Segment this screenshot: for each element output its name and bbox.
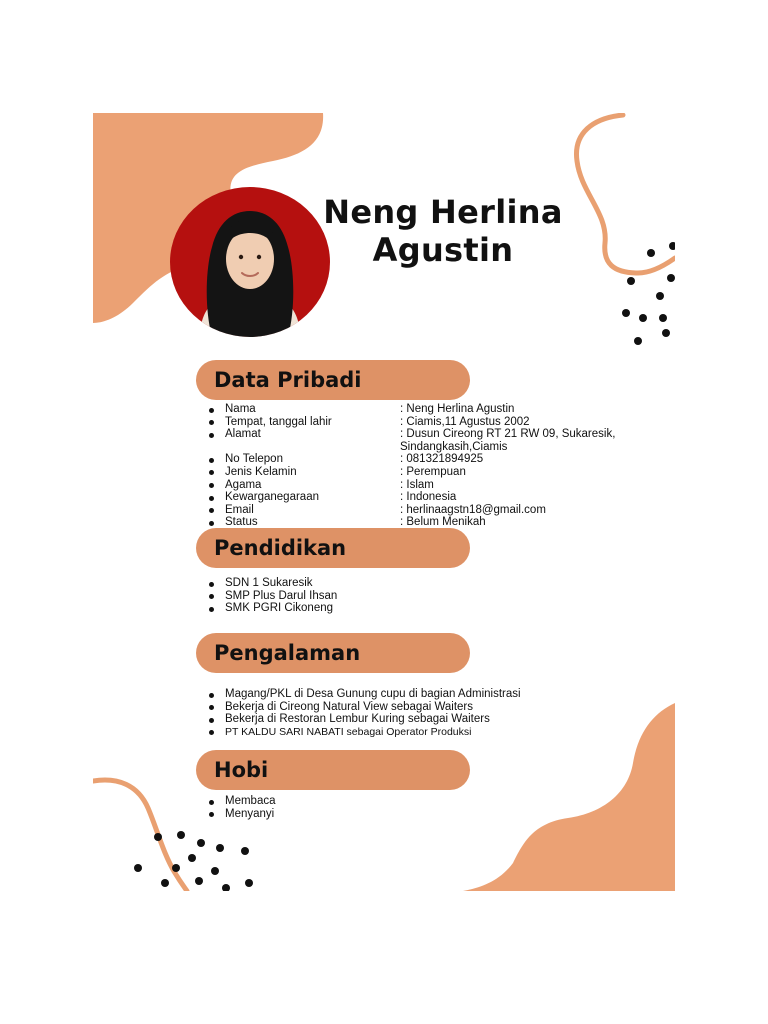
list-item: Tempat, tanggal lahir : Ciamis,11 Agustus 2002 bbox=[225, 416, 665, 429]
section-header-pengalaman bbox=[196, 633, 470, 673]
section-title: Pengalaman bbox=[214, 641, 361, 665]
list-item: Status : Belum Menikah bbox=[225, 516, 665, 529]
list-item: Agama : Islam bbox=[225, 479, 665, 492]
list-item: Magang/PKL di Desa Gunung cupu di bagian Administrasi bbox=[225, 688, 521, 700]
page-title bbox=[293, 193, 593, 269]
section-title: Data Pribadi bbox=[214, 368, 362, 392]
top-right-dots bbox=[622, 242, 675, 345]
education-list bbox=[225, 577, 337, 615]
personal-data-list bbox=[225, 403, 665, 529]
list-item: Kewarganegaraan : Indonesia bbox=[225, 491, 665, 504]
experience-list bbox=[225, 688, 521, 738]
cv-page bbox=[93, 113, 675, 891]
section-header-pendidikan bbox=[196, 528, 470, 568]
list-item: Jenis Kelamin : Perempuan bbox=[225, 466, 665, 479]
list-item: Menyanyi bbox=[225, 807, 275, 820]
list-item: Bekerja di Cireong Natural View sebagai Waiters bbox=[225, 701, 521, 714]
list-item: PT KALDU SARI NABATI sebagai Operator Produksi bbox=[225, 726, 521, 739]
section-title: Hobi bbox=[214, 758, 269, 782]
section-header-hobi bbox=[196, 750, 470, 790]
bottom-left-dots bbox=[134, 831, 253, 891]
list-item: Alamat : Dusun Cireong RT 21 RW 09, Sukaresik, Sindangkasih,Ciamis bbox=[225, 428, 665, 453]
section-title: Pendidikan bbox=[214, 536, 347, 560]
section-header-data-pribadi bbox=[196, 360, 470, 400]
list-item: SDN 1 Sukaresik bbox=[225, 577, 337, 590]
list-item: Bekerja di Restoran Lembur Kuring sebagai Waiters bbox=[225, 713, 521, 726]
name-line-2: Agustin bbox=[372, 231, 514, 269]
list-item: SMK PGRI Cikoneng bbox=[225, 602, 337, 615]
list-item: No Telepon : 081321894925 bbox=[225, 453, 665, 466]
list-item: Nama : Neng Herlina Agustin bbox=[225, 403, 665, 416]
name-line-1: Neng Herlina bbox=[323, 193, 563, 231]
list-item: SMP Plus Darul Ihsan bbox=[225, 589, 338, 602]
list-item: Email : herlinaagstn18@gmail.com bbox=[225, 504, 665, 517]
list-item: Membaca bbox=[225, 795, 276, 807]
hobby-list bbox=[225, 795, 276, 820]
bottom-left-curve bbox=[93, 780, 187, 891]
